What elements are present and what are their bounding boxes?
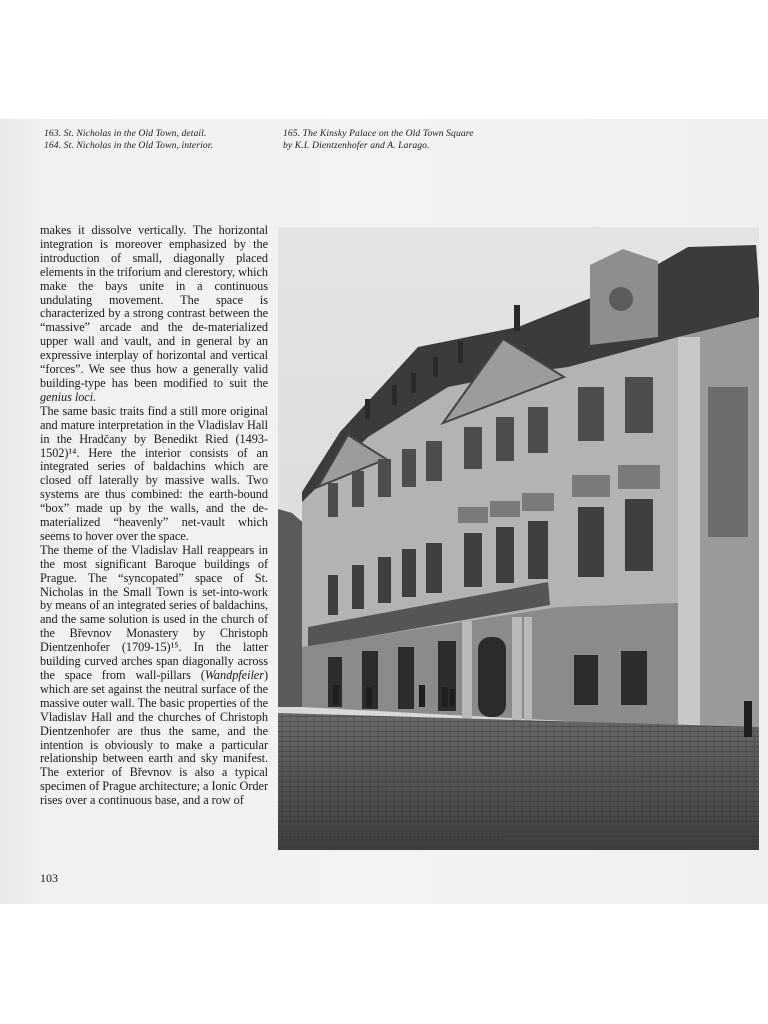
paragraph-3: [40, 544, 268, 808]
wandpfeiler-italic: Wandpfeiler: [204, 668, 264, 682]
caption-right: [283, 128, 543, 151]
paragraph-2: The same basic traits find a still more original and mature interpretation in the Vladislav Hall in the Hradčany by Benedikt Ried (1493-1502)¹⁴. Here the interior consists of an integrated series of baldachins which are closed off laterally by massive walls. Two systems are thus combined: the earth-bound “box” made up by the walls, and the de-materialized “heavenly” net-vault which seems to hover over the space.: [40, 403, 268, 543]
caption-163: 163. St. Nicholas in the Old Town, detail.: [44, 128, 207, 139]
caption-165: 165. The Kinsky Palace on the Old Town Square: [283, 128, 474, 139]
caption-left: [44, 128, 264, 151]
body-text-column: [40, 224, 268, 808]
caption-164: 164. St. Nicholas in the Old Town, interior.: [44, 139, 214, 151]
paragraph-1: [40, 224, 268, 405]
book-page: [0, 119, 768, 904]
paragraph-3-text-a: The theme of the Vladislav Hall reappears in the most significant Baroque buildings of Prague. The “syncopated” space of St. Nicholas in the Small Town is set-into-work by means of an integrated series of baldachins, and the same solution is used in the church of the Břevnov Monastery by Christoph Dientzenhofer (1709-15)¹⁵. In the latter building curved arches span diagonally across the space from wall-pillars (: [40, 542, 268, 682]
paragraph-3-text-b: ) which are set against the neutral surface of the massive outer wall. The basic properties of the Vladislav Hall and the churches of Christoph Dientzenhofer are thus the same, and the intention is obviously to make a particular relationship between earth and sky manifest. The exterior of Břevnov is also a typical specimen of Prague architecture; a Ionic Order rises over a continuous base, and a row of: [40, 668, 268, 808]
page-number: 103: [40, 871, 58, 885]
caption-165-authors: by K.I. Dientzenhofer and A. Larago.: [283, 139, 430, 151]
kinsky-palace-photo: [278, 227, 759, 850]
paragraph-1-text: makes it dissolve vertically. The horizontal integration is moreover emphasized by the introduction of small, diagonally placed elements in the triforium and clerestory, which make the bays unite in a continuous undulating movement. The space is characterized by a strong contrast between the “massive” arcade and the de-materialized upper wall and vault, and in general by an expressive interplay of horizontal and vertical “forces”. We see thus how a generally valid building-type has been modified to suit the: [40, 223, 268, 390]
genius-loci-italic: genius loci.: [40, 389, 97, 404]
kinsky-palace-illustration: [278, 227, 759, 850]
